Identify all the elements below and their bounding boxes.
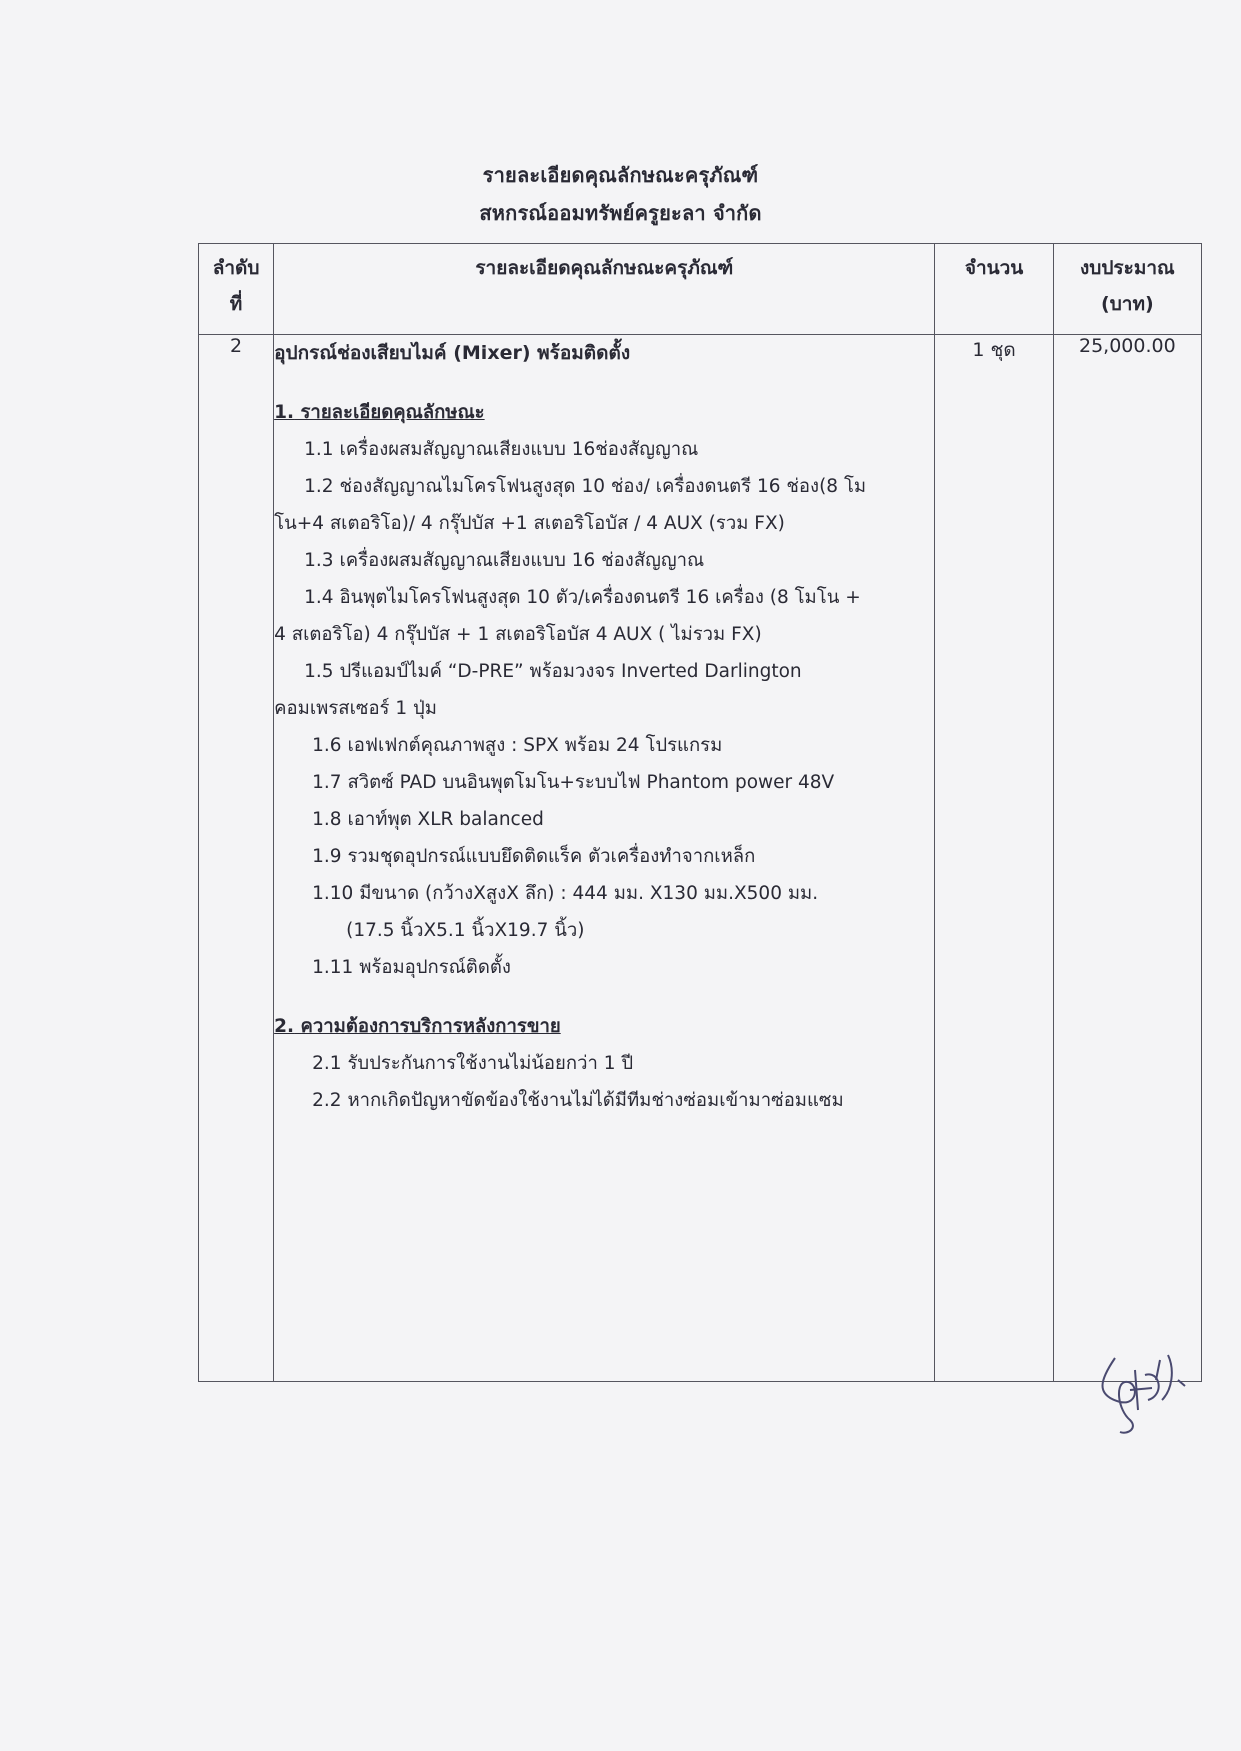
spec-line: 1.10 มีขนาด (กว้างXสูงX ลึก) : 444 มม. X130 มม.X500 มม. [312, 883, 819, 904]
spec-line: 1.5 ปรีแอมป์ไมค์ “D-PRE” พร้อมวงจร Inverted Darlington [304, 661, 802, 682]
spec-line: 4 สเตอริโอ) 4 กรุ๊ปบัส + 1 สเตอริโอบัส 4 AUX ( ไม่รวม FX) [274, 624, 762, 645]
item-title: อุปกรณ์ช่องเสียบไมค์ (Mixer) พร้อมติดตั้ง [274, 342, 631, 364]
spec-line: 1.11 พร้อมอุปกรณ์ติดตั้ง [312, 957, 511, 978]
section-1-heading [274, 394, 934, 431]
spec-line: คอมเพรสเซอร์ 1 ปุ่ม [274, 698, 437, 719]
spec-line: 1.6 เอฟเฟกต์คุณภาพสูง : SPX พร้อม 24 โปรแกรม [312, 735, 723, 756]
section-1-title: รายละเอียดคุณลักษณะ [300, 402, 485, 423]
row-quantity: 1 ชุด [935, 335, 1053, 1382]
service-line: 2.2 หากเกิดปัญหาขัดข้องใช้งานไม่ได้มีทีมช่างซ่อมเข้ามาซ่อมแซม [312, 1090, 844, 1111]
table-header-row [199, 244, 1202, 335]
spec-line: (17.5 นิ้วX5.1 นิ้วX19.7 นิ้ว) [346, 920, 585, 941]
spec-line: 1.3 เครื่องผสมสัญญาณเสียงแบบ 16 ช่องสัญญาณ [304, 550, 705, 571]
document-title [0, 156, 1241, 232]
title-line-1: รายละเอียดคุณลักษณะครุภัณฑ์ [482, 163, 759, 187]
row-number: 2 [199, 335, 274, 1382]
section-2-heading [274, 1008, 934, 1045]
spec-line: 1.9 รวมชุดอุปกรณ์แบบยึดติดแร็ค ตัวเครื่องทำจากเหล็ก [312, 846, 756, 867]
table-row [199, 335, 1202, 1382]
header-no [199, 244, 274, 335]
spec-line: 1.7 สวิตซ์ PAD บนอินพุตโมโน+ระบบไฟ Phantom power 48V [312, 772, 835, 793]
row-budget: 25,000.00 [1053, 335, 1201, 1382]
title-line-2: สหกรณ์ออมทรัพย์ครูยะลา จำกัด [479, 201, 762, 225]
header-budget-line1: งบประมาณ [1080, 257, 1175, 279]
section-2-title: ความต้องการบริการหลังการขาย [300, 1016, 561, 1037]
header-budget [1053, 244, 1201, 335]
header-budget-line2: (บาท) [1101, 293, 1154, 315]
spec-line: 1.1 เครื่องผสมสัญญาณเสียงแบบ 16ช่องสัญญาณ [304, 439, 699, 460]
header-detail: รายละเอียดคุณลักษณะครุภัณฑ์ [274, 244, 935, 335]
specification-table [198, 243, 1202, 1382]
header-qty: จำนวน [935, 244, 1053, 335]
spec-line: 1.4 อินพุตไมโครโฟนสูงสุด 10 ตัว/เครื่องดนตรี 16 เครื่อง (8 โมโน + [304, 587, 861, 608]
spec-line: 1.2 ช่องสัญญาณไมโครโฟนสูงสุด 10 ช่อง/ เครื่องดนตรี 16 ช่อง(8 โม [304, 476, 867, 497]
spec-line: 1.8 เอาท์พุต XLR balanced [312, 809, 544, 830]
header-no-line1: ลำดับ [212, 257, 260, 279]
handwritten-signature [1090, 1340, 1200, 1440]
section-2-number: 2. [274, 1016, 295, 1037]
header-no-line2: ที่ [229, 293, 243, 315]
service-line: 2.1 รับประกันการใช้งานไม่น้อยกว่า 1 ปี [312, 1053, 634, 1074]
section-1-number: 1. [274, 402, 295, 423]
spec-line: โน+4 สเตอริโอ)/ 4 กรุ๊ปบัส +1 สเตอริโอบัส / 4 AUX (รวม FX) [274, 513, 785, 534]
row-detail [274, 335, 935, 1382]
